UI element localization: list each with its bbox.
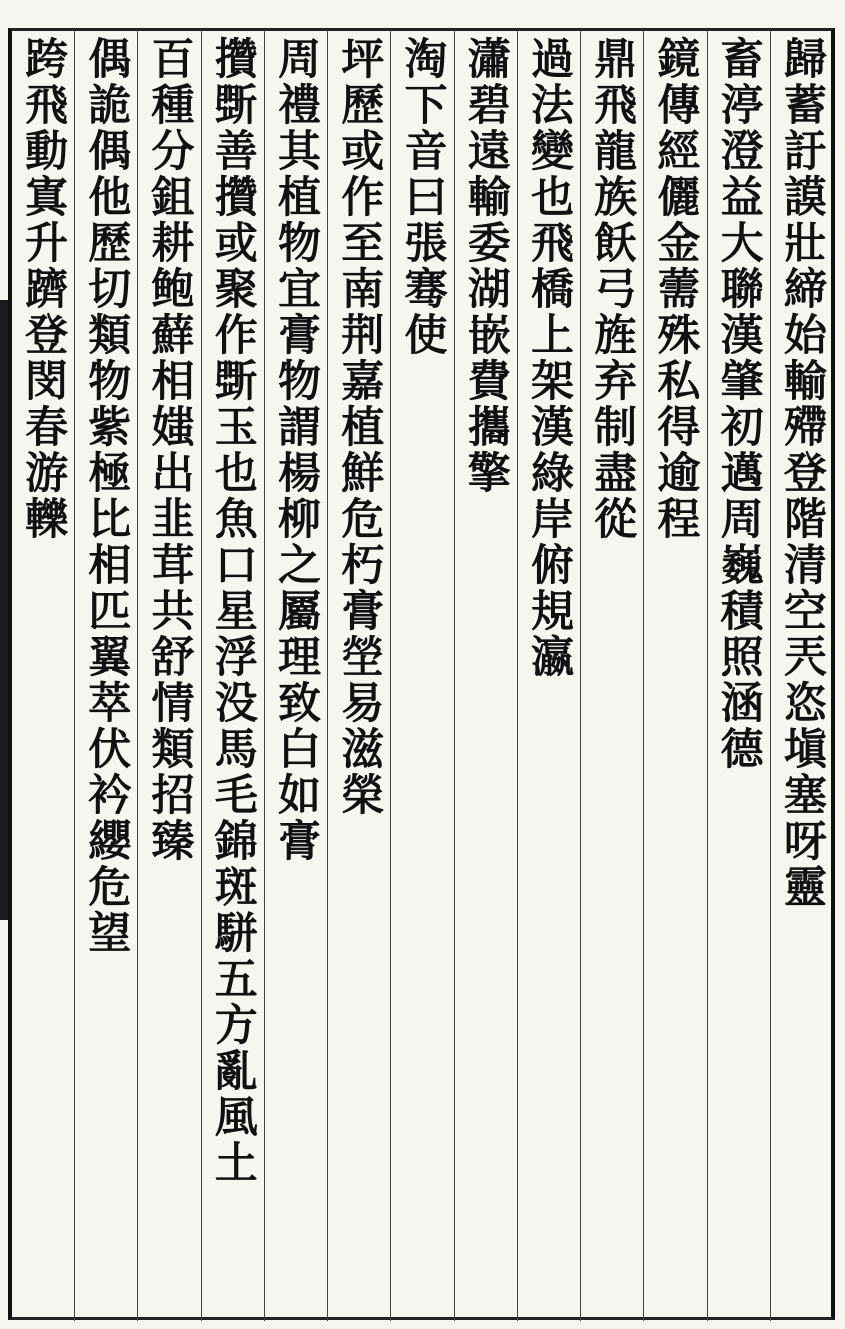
text-column-5	[517, 30, 580, 1321]
column-text: 淘下音曰張骞使	[397, 36, 448, 358]
text-column-9	[264, 30, 327, 1321]
column-text: 鏡傳經儷金薷殊私得逾程	[650, 36, 701, 542]
column-text: 跨飛動寘升躋登閔春游轢	[18, 36, 69, 542]
text-column-12	[74, 30, 137, 1321]
text-column-1	[770, 30, 833, 1321]
column-text: 瀟碧遠輸委湖嵌費攜擎	[460, 36, 511, 496]
text-column-10	[201, 30, 264, 1321]
text-column-7	[390, 30, 453, 1321]
text-column-3	[643, 30, 706, 1321]
column-text: 歸蓄訏謨壯締始輸殢登階清空兲恣塡塞呀靈	[776, 36, 827, 910]
text-column-13	[12, 30, 74, 1321]
column-text: 過法變也飛橋上架漢綠岸俯規瀛	[523, 36, 574, 680]
column-text: 鼎飛龍族飫弓旌弃制盡從	[587, 36, 638, 542]
text-column-8	[327, 30, 390, 1321]
text-column-4	[580, 30, 643, 1321]
column-text: 周禮其植物宜膏物謂楊柳之屬理致白如膏	[271, 36, 321, 864]
column-text: 畜渟澄益大聯漢肇初邁周巍積照涵德	[713, 36, 764, 772]
column-text: 坪歷或作至南荆嘉植鮮危朽膏塋易滋榮	[334, 36, 385, 818]
text-column-2	[707, 30, 770, 1321]
text-columns	[12, 30, 833, 1321]
column-text: 百種分鉏耕鲍蘚相媸出韭茸共舒情類招臻	[144, 36, 195, 864]
column-text: 攢斲善攢或聚作斲玉也魚口星浮没馬毛錦斑駢五方亂風土	[207, 36, 258, 1186]
text-column-6	[454, 30, 517, 1321]
text-column-11	[137, 30, 200, 1321]
column-text: 偶詭偶他歷切類物紫極比相匹翼萃伏衿纓危望	[81, 36, 132, 956]
